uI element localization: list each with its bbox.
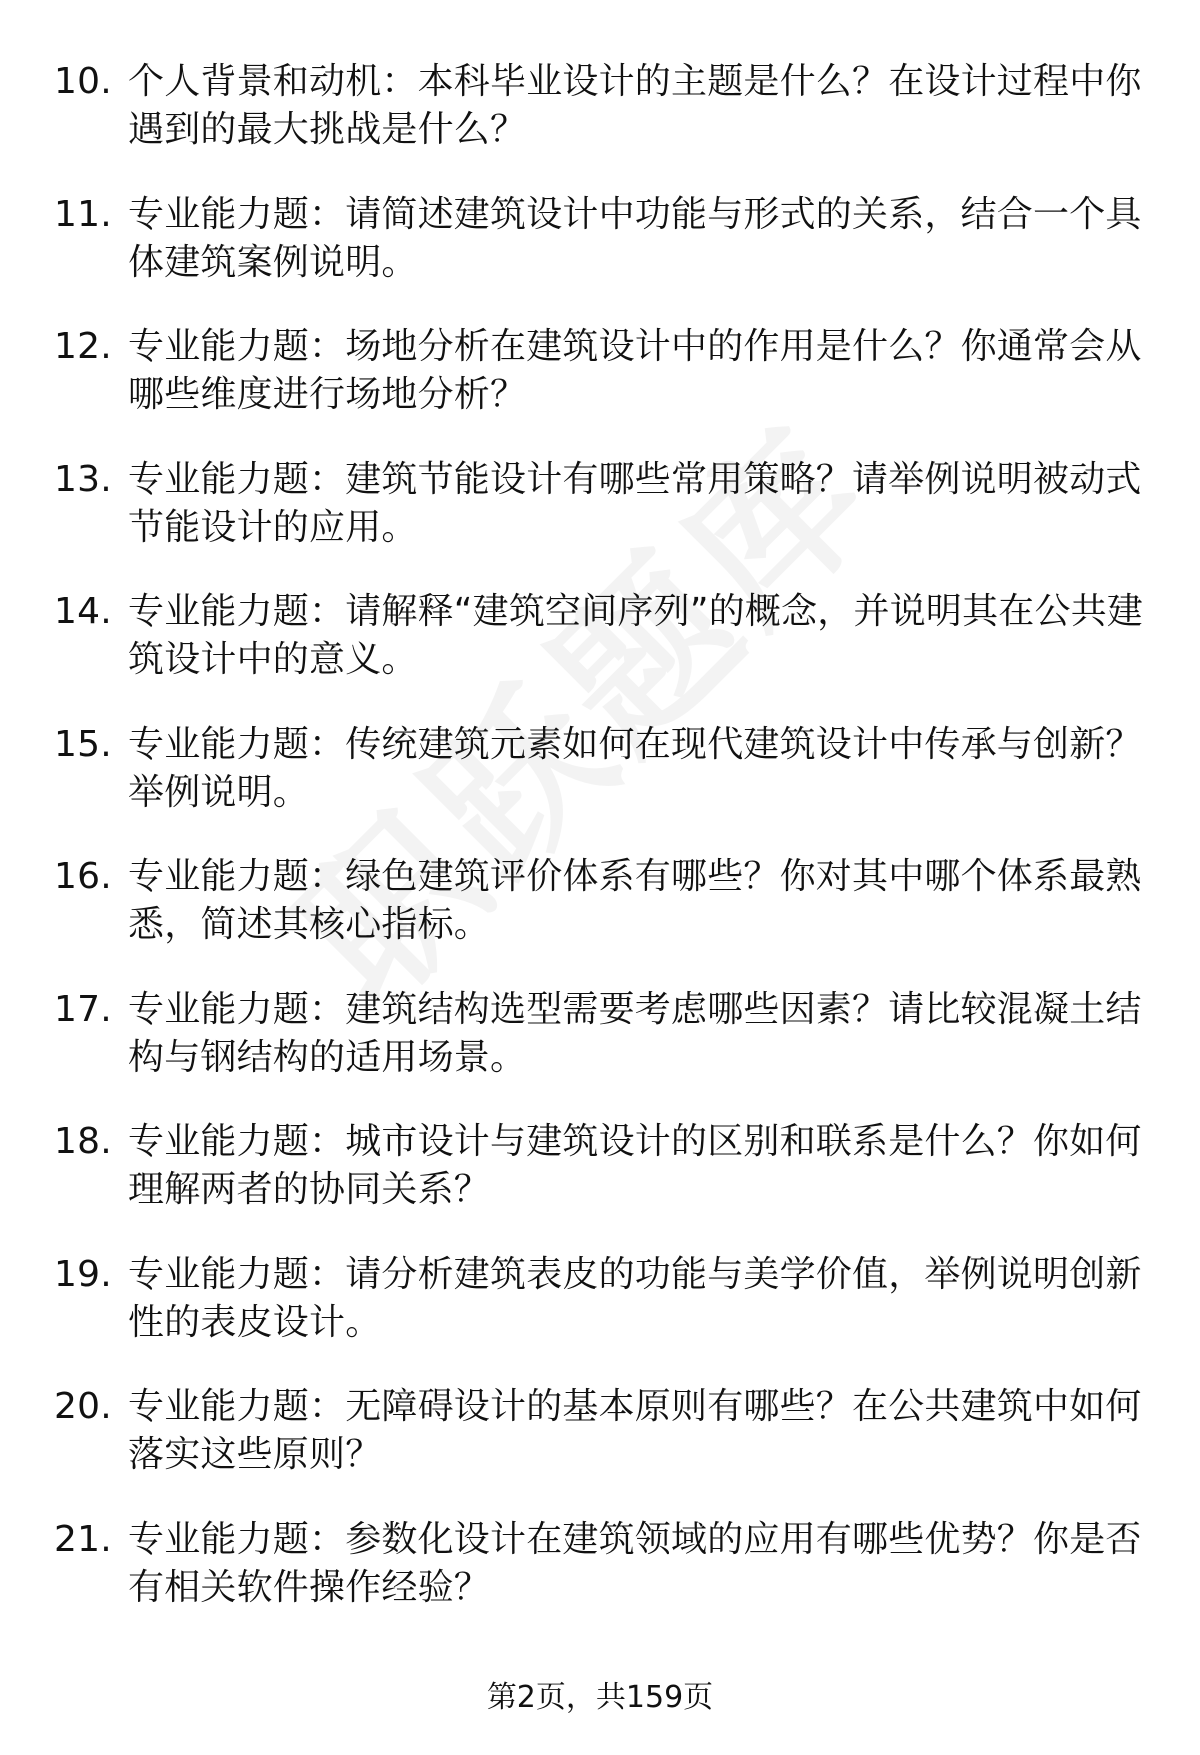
page-footer: 第2页，共159页	[486, 1680, 714, 1715]
question-number: 11.	[54, 193, 112, 235]
question-number: 15.	[54, 723, 112, 765]
question-text: 专业能力题：场地分析在建筑设计中的作用是什么？你通常会从哪些维度进行场地分析？	[128, 326, 1142, 415]
question-item	[54, 323, 1144, 419]
question-text: 专业能力题：城市设计与建筑设计的区别和联系是什么？你如何理解两者的协同关系？	[128, 1121, 1142, 1210]
question-text: 专业能力题：请简述建筑设计中功能与形式的关系，结合一个具体建筑案例说明。	[128, 193, 1142, 283]
question-text: 个人背景和动机：本科毕业设计的主题是什么？在设计过程中你遇到的最大挑战是什么？	[128, 61, 1142, 150]
question-number: 17.	[54, 988, 112, 1030]
question-item	[54, 721, 1144, 817]
question-number: 19.	[54, 1253, 112, 1295]
question-number: 21.	[54, 1518, 112, 1560]
question-number: 13.	[54, 458, 112, 500]
question-number: 20.	[54, 1386, 112, 1427]
question-item	[54, 1118, 1144, 1214]
question-text: 专业能力题：请解释“建筑空间序列”的概念，并说明其在公共建筑设计中的意义。	[128, 591, 1144, 680]
question-item	[54, 986, 1144, 1082]
question-text: 专业能力题：绿色建筑评价体系有哪些？你对其中哪个体系最熟悉，简述其核心指标。	[128, 856, 1142, 945]
question-text: 专业能力题：请分析建筑表皮的功能与美学价值，举例说明创新性的表皮设计。	[128, 1253, 1142, 1343]
question-list	[54, 58, 1144, 1648]
question-number: 10.	[54, 61, 112, 102]
question-item	[54, 1383, 1144, 1479]
question-text: 专业能力题：无障碍设计的基本原则有哪些？在公共建筑中如何落实这些原则？	[128, 1386, 1142, 1475]
question-number: 14.	[54, 591, 112, 632]
question-item	[54, 1516, 1144, 1612]
question-number: 16.	[54, 856, 112, 897]
question-item	[54, 853, 1144, 949]
question-text: 专业能力题：参数化设计在建筑领域的应用有哪些优势？你是否有相关软件操作经验？	[128, 1518, 1142, 1608]
question-text: 专业能力题：传统建筑元素如何在现代建筑设计中传承与创新？举例说明。	[128, 723, 1142, 813]
question-item	[54, 191, 1144, 287]
question-number: 12.	[54, 326, 112, 367]
question-item	[54, 1251, 1144, 1347]
question-item	[54, 588, 1144, 684]
question-text: 专业能力题：建筑结构选型需要考虑哪些因素？请比较混凝土结构与钢结构的适用场景。	[128, 988, 1142, 1078]
question-text: 专业能力题：建筑节能设计有哪些常用策略？请举例说明被动式节能设计的应用。	[128, 458, 1142, 548]
question-number: 18.	[54, 1121, 112, 1162]
question-item	[54, 456, 1144, 552]
question-item	[54, 58, 1144, 154]
